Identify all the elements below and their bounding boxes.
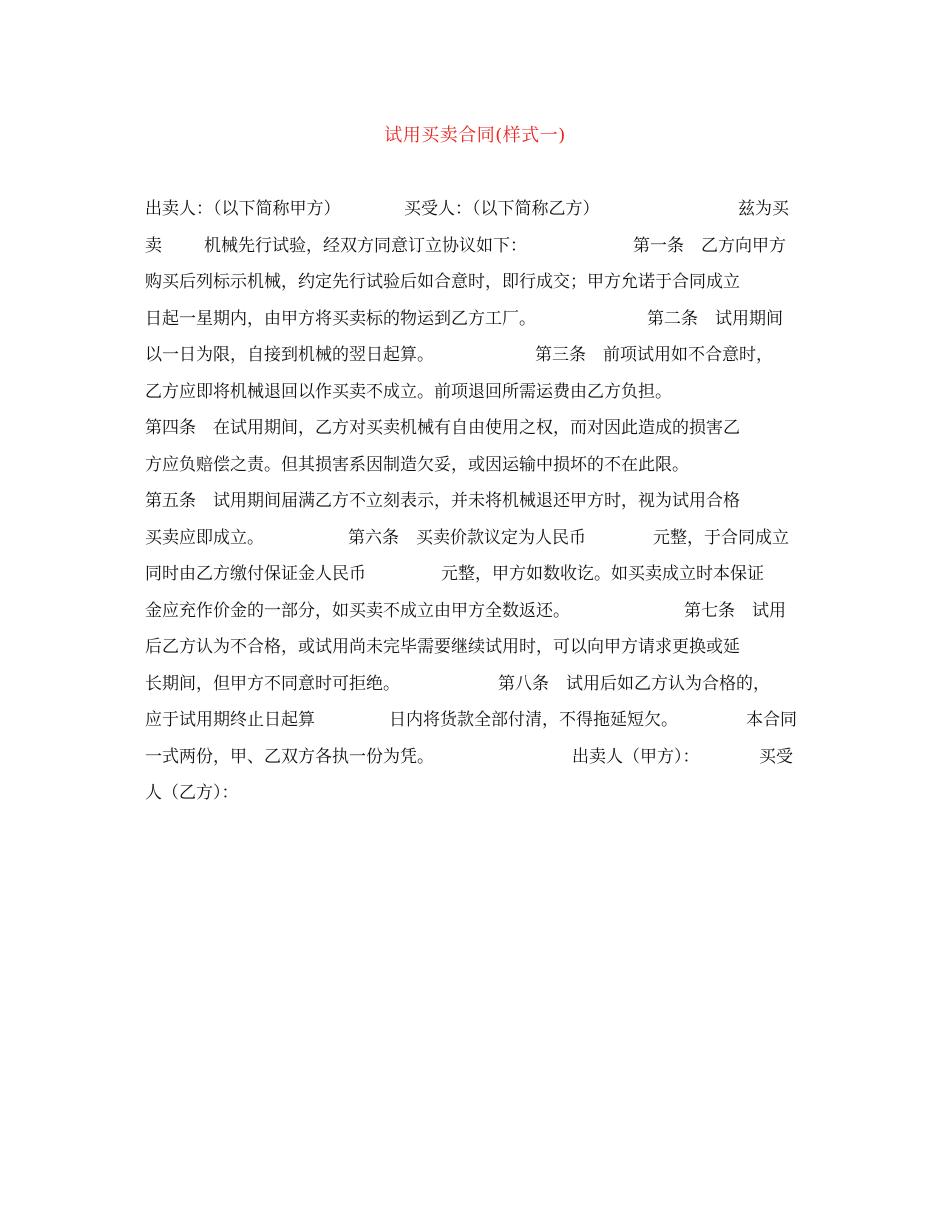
text-line xyxy=(145,775,805,812)
text-segment: 元整，甲方如数收讫。如买卖成立时本保证 xyxy=(441,564,764,584)
text-segment: 购买后列标示机械，约定先行试验后如合意时，即行成交；甲方允诺于合同成立 xyxy=(145,272,740,292)
text-segment: 卖 xyxy=(145,235,162,256)
text-segment: 长期间，但甲方不同意时可拒绝。 xyxy=(145,673,400,694)
text-line xyxy=(145,301,805,338)
text-segment: 日内将货款全部付清，不得拖延短欠。 xyxy=(389,710,678,730)
text-segment: 应于试用期终止日起算 xyxy=(145,710,315,730)
text-line xyxy=(145,629,805,666)
text-segment: 同时由乙方缴付保证金人民币 xyxy=(145,564,366,584)
text-segment: 方应负赔偿之责。但其损害系因制造欠妥，或因运输中损坏的不在此限。 xyxy=(145,454,689,475)
text-line xyxy=(145,739,805,776)
text-segment: 日起一星期内，由甲方将买卖标的物运到乙方工厂。 xyxy=(145,308,536,329)
document-body xyxy=(145,191,805,812)
text-segment: 乙方应即将机械退回以作买卖不成立。前项退回所需运费由乙方负担。 xyxy=(145,381,672,402)
text-segment: 第四条 在试用期间，乙方对买卖机械有自由使用之权，而对因此造成的损害乙 xyxy=(145,418,740,438)
text-segment: 买受人：（以下简称乙方） xyxy=(404,199,600,219)
text-line xyxy=(145,702,805,739)
text-segment: 第三条 前项试用如不合意时， xyxy=(535,345,773,365)
text-segment: 第五条 试用期间届满乙方不立刻表示，并未将机械退还甲方时，视为试用合格 xyxy=(145,491,740,511)
text-line xyxy=(145,593,805,630)
text-segment: 第二条 试用期间 xyxy=(647,308,783,329)
text-segment: 第一条 乙方向甲方 xyxy=(633,235,786,256)
text-segment: 第八条 试用后如乙方认为合格的， xyxy=(498,673,770,694)
text-segment: 金应充作价金的一部分，如买卖不成立由甲方全数返还。 xyxy=(145,600,570,621)
text-segment: 元整，于合同成立 xyxy=(653,527,789,548)
text-segment: 买受 xyxy=(759,746,793,767)
text-segment: 机械先行试验，经双方同意订立协议如下： xyxy=(204,235,527,256)
text-line xyxy=(145,191,805,228)
text-line xyxy=(145,337,805,374)
text-line xyxy=(145,483,805,520)
text-line xyxy=(145,374,805,411)
text-segment: 后乙方认为不合格，或试用尚未完毕需要继续试用时，可以向甲方请求更换或延 xyxy=(145,637,740,657)
text-line xyxy=(145,666,805,703)
text-segment: 第六条 买卖价款议定为人民币 xyxy=(348,527,586,548)
text-segment: 买卖应即成立。 xyxy=(145,527,264,548)
text-segment: 本合同 xyxy=(746,710,797,730)
text-segment: 出卖人：（以下简称甲方） xyxy=(145,199,341,219)
text-segment: 人（乙方）： xyxy=(145,783,239,803)
text-line xyxy=(145,556,805,593)
text-line xyxy=(145,520,805,557)
text-segment: 出卖人（甲方）： xyxy=(572,746,700,767)
text-segment: 一式两份，甲、乙双方各执一份为凭。 xyxy=(145,746,434,767)
text-segment: 以一日为限，自接到机械的翌日起算。 xyxy=(145,345,434,365)
text-segment: 兹为买 xyxy=(738,199,789,219)
text-line xyxy=(145,410,805,447)
text-line xyxy=(145,228,805,265)
text-segment: 第七条 试用 xyxy=(684,600,786,621)
text-line xyxy=(145,264,805,301)
document-title: 试用买卖合同(样式一) xyxy=(384,125,566,146)
text-line xyxy=(145,447,805,484)
